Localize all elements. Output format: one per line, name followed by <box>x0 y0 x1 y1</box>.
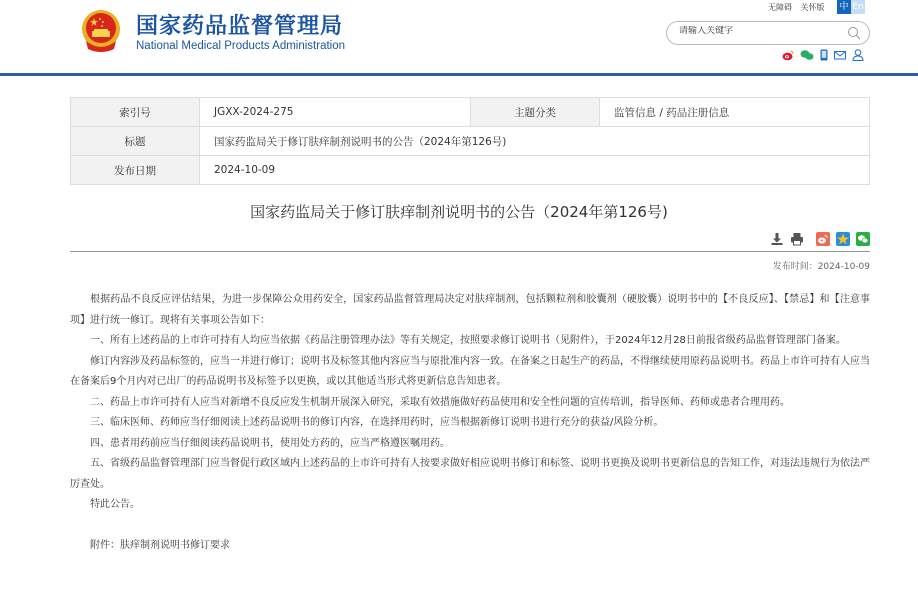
paragraph: 四、患者用药前应当仔细阅读药品说明书，使用处方药的，应当严格遵医嘱用药。 <box>90 437 450 449</box>
social-links <box>782 48 864 62</box>
user-icon[interactable] <box>852 49 864 61</box>
paragraph: 三、临床医师、药师应当仔细阅读上述药品说明书的修订内容，在选择用药时，应当根据新修订说明书进行充分的获益/风险分析。 <box>90 417 664 428</box>
accessibility-link[interactable]: 无障碍 <box>768 3 792 12</box>
search-box <box>666 21 870 45</box>
paragraph: 二、药品上市许可持有人应当对新增不良反应发生机制开展深入研究，采取有效措施做好药品使用和安全性问题的宣传培训，指导医师、药师或患者合理用药。 <box>90 396 790 408</box>
table-row <box>71 127 870 156</box>
article-title: 国家药监局关于修订肤痒制剂说明书的公告（2024年第126号) <box>250 203 668 221</box>
paragraph: 修订内容涉及药品标签的，应当一并进行修订；说明书及标签其他内容应当与原批准内容一致。在备案之日起生产的药品，不得继续使用原药品说明书。药品上市许可持有人应当在备案后9个月内对已出厂的药品说明书及标签予以更换，或以其他适当形式将更新信息告知患者。 <box>70 355 870 387</box>
title-label: 标题 <box>71 127 200 156</box>
title-value: 国家药监局关于修订肤痒制剂说明书的公告（2024年第126号) <box>200 127 870 156</box>
table-row <box>71 98 870 127</box>
site-header <box>0 0 918 76</box>
download-icon[interactable] <box>770 232 784 246</box>
weibo-icon[interactable] <box>782 49 794 61</box>
mobile-icon[interactable] <box>820 49 828 61</box>
share-weibo-icon[interactable] <box>816 232 830 246</box>
index-value: JGXX-2024-275 <box>200 98 471 127</box>
print-icon[interactable] <box>790 232 804 246</box>
lang-en-button[interactable]: En <box>852 2 864 12</box>
article-tools <box>770 232 870 246</box>
table-row <box>71 156 870 185</box>
site-title-en[interactable]: National Medical Products Administration <box>136 40 346 52</box>
article-body <box>70 290 870 556</box>
attachment-link[interactable]: 附件：肤痒制剂说明书修订要求 <box>90 539 230 551</box>
metadata-table <box>70 97 870 185</box>
share-qzone-icon[interactable] <box>836 232 850 246</box>
elder-care-link[interactable]: 关怀版 <box>800 3 825 12</box>
lang-cn-button[interactable]: 中 <box>837 0 851 14</box>
paragraph: 五、省级药品监督管理部门应当督促行政区域内上述药品的上市许可持有人按要求做好相应说明书修订和标签、说明书更换及说明书更新信息的告知工作，对违法违规行为依法严厉查处。 <box>70 458 870 490</box>
topic-label: 主题分类 <box>471 98 600 127</box>
date-value: 2024-10-09 <box>200 156 870 185</box>
top-links <box>768 2 831 13</box>
publish-time: 发布时间：2024-10-09 <box>772 262 870 272</box>
date-label: 发布日期 <box>71 156 200 185</box>
paragraph: 根据药品不良反应评估结果，为进一步保障公众用药安全，国家药品监督管理局决定对肤痒制剂，包括颗粒剂和胶囊剂（硬胶囊）说明书中的【不良反应】、【禁忌】和【注意事项】进行统一修订。现将有关事项公告如下： <box>70 294 870 326</box>
search-input[interactable] <box>679 26 839 36</box>
paragraph: 一、所有上述药品的上市许可持有人均应当依据《药品注册管理办法》等有关规定，按照要求修订说明书（见附件），于2024年12月28日前报省级药品监督管理部门备案。 <box>90 335 846 346</box>
topic-value: 监管信息 / 药品注册信息 <box>600 98 870 127</box>
wechat-icon[interactable] <box>800 49 814 61</box>
site-title-cn[interactable]: 国家药品监督管理局 <box>136 14 344 39</box>
article-divider <box>70 251 870 252</box>
header-divider <box>0 73 918 76</box>
national-emblem-icon[interactable] <box>80 9 122 53</box>
search-icon[interactable] <box>847 26 861 40</box>
index-label: 索引号 <box>71 98 200 127</box>
share-wechat-icon[interactable] <box>856 232 870 246</box>
mail-icon[interactable] <box>834 49 846 61</box>
closing-statement: 特此公告。 <box>90 499 140 510</box>
